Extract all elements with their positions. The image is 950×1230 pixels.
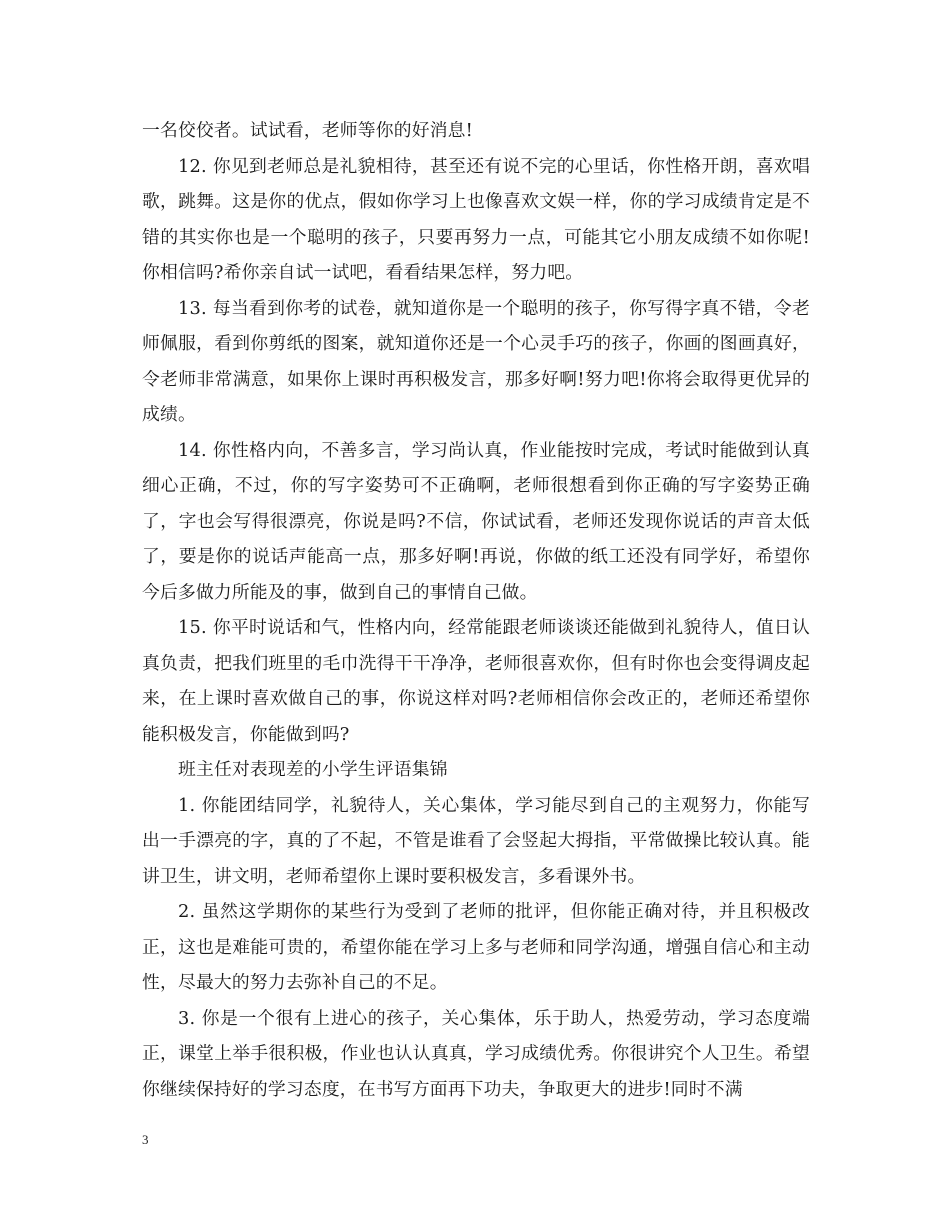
page-number: 3 bbox=[142, 1132, 149, 1147]
paragraph-item-12: 12. 你见到老师总是礼貌相待，甚至还有说不完的心里话，你性格开朗，喜欢唱歌，跳舞。这是你的优点，假如你学习上也像喜欢文娱一样，你的学习成绩肯定是不错的其实你也是一个聪明的孩子，只要再努力一点，可能其它小朋友成绩不如你呢!你相信吗?希你亲自试一试吧，看看结果怎样，努力吧。 bbox=[142, 155, 810, 283]
paragraph-item-1: 1. 你能团结同学，礼貌待人，关心集体，学习能尽到自己的主观努力，你能写出一手漂亮的字，真的了不起，不管是谁看了会竖起大拇指，平常做操比较认真。能讲卫生，讲文明，老师希望你上课时要积极发言，多看课外书。 bbox=[142, 794, 810, 887]
paragraph-item-14: 14. 你性格内向，不善多言，学习尚认真，作业能按时完成，考试时能做到认真细心正确，不过，你的写字姿势可不正确啊，老师很想看到你正确的写字姿势正确了，字也会写得很漂亮，你说是吗?不信，你试试看，老师还发现你说话的声音太低了，要是你的说话声能高一点，那多好啊!再说，你做的纸工还没有同学好，希望你今后多做力所能及的事，做到自己的事情自己做。 bbox=[142, 439, 810, 603]
section-heading: 班主任对表现差的小学生评语集锦 bbox=[178, 759, 448, 780]
paragraph-item-3: 3. 你是一个很有上进心的孩子，关心集体，乐于助人，热爱劳动，学习态度端正，课堂上举手很积极，作业也认认真真，学习成绩优秀。你很讲究个人卫生。希望你继续保持好的学习态度，在书写方面再下功夫，争取更大的进步!同时不满 bbox=[142, 1007, 810, 1100]
paragraph-item-13: 13. 每当看到你考的试卷，就知道你是一个聪明的孩子，你写得字真不错，令老师佩服，看到你剪纸的图案，就知道你还是一个心灵手巧的孩子，你画的图画真好，令老师非常满意，如果你上课时再积极发言，那多好啊!努力吧!你将会取得更优异的成绩。 bbox=[142, 297, 810, 425]
document-body bbox=[142, 113, 810, 1107]
paragraph-continuation: 一名佼佼者。试试看，老师等你的好消息! bbox=[142, 120, 474, 141]
paragraph-item-2: 2. 虽然这学期你的某些行为受到了老师的批评，但你能正确对待，并且积极改正，这也是难能可贵的，希望你能在学习上多与老师和同学沟通，增强自信心和主动性，尽最大的努力去弥补自己的不足。 bbox=[142, 901, 810, 993]
paragraph-item-15: 15. 你平时说话和气，性格内向，经常能跟老师谈谈还能做到礼貌待人，值日认真负责，把我们班里的毛巾洗得干干净净，老师很喜欢你，但有时你也会变得调皮起来，在上课时喜欢做自己的事，你说这样对吗?老师相信你会改正的，老师还希望你能积极发言，你能做到吗? bbox=[142, 617, 810, 745]
